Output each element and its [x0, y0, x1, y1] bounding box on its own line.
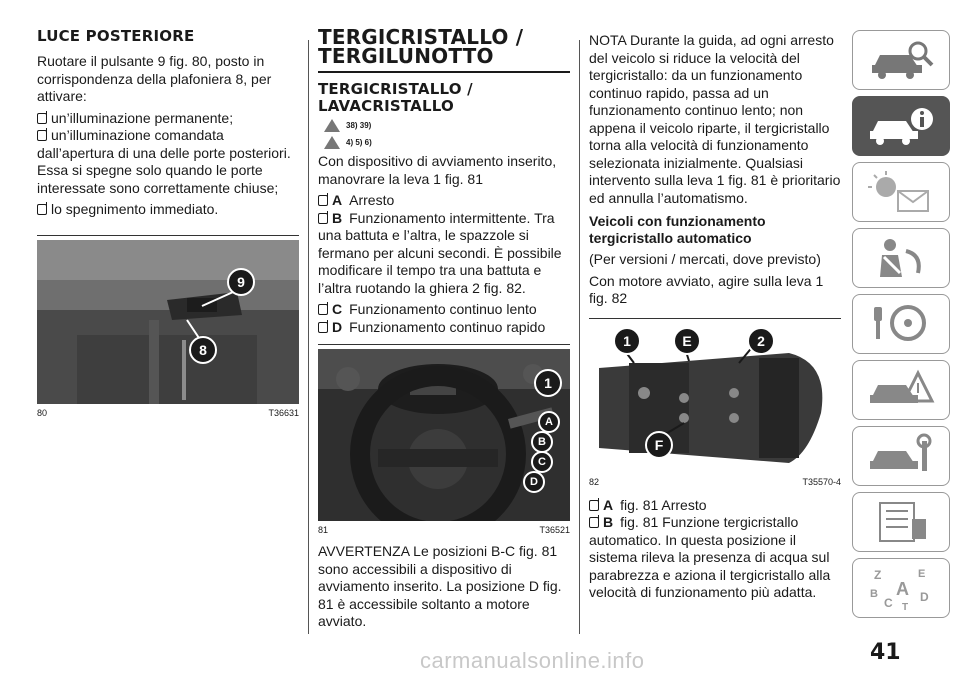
callout-a: A	[538, 411, 560, 433]
index-icon	[866, 565, 936, 611]
callout-c: C	[531, 451, 553, 473]
tab-index[interactable]	[852, 558, 950, 618]
figure-number: 81	[318, 525, 329, 535]
paragraph-intro: Ruotare il pulsante 9 fig. 80, posto in corrispondenza della plafoniera 8, per attivare:	[37, 53, 272, 104]
column-auto-wipers	[589, 28, 841, 606]
arrow-bullet-icon	[318, 213, 328, 224]
callout-e: E	[673, 327, 701, 355]
warning-ref-2: 4) 5) 6)	[324, 136, 570, 149]
index-letter-b: B	[870, 588, 878, 600]
item-c: C Funzionamento continuo lento	[318, 301, 570, 319]
column-wipers	[318, 25, 570, 635]
watermark: carmanualsonline.info	[420, 648, 645, 673]
figure-code: T35570-4	[802, 476, 841, 487]
warning-triangle-icon	[324, 119, 340, 132]
rear-light-photo	[37, 240, 299, 404]
arrow-bullet-icon	[318, 304, 328, 315]
figure-number: 80	[37, 407, 48, 418]
page-number: 41	[870, 640, 901, 665]
item-d: D Funzionamento continuo rapido	[318, 319, 570, 337]
paragraph-continuation: automatico. In questa posizione il sistema rileva la presenza di acqua sul parabrezza e aziona il tergicristallo alla velocità di funzionamento più adatta.	[589, 531, 831, 600]
index-letter-e: E	[918, 568, 926, 580]
emergency-icon	[866, 367, 936, 413]
paragraph-warning: AVVERTENZA Le posizioni B-C fig. 81 sono accessibili a dispositivo di avviamento inserito. La posizione D fig. 81 è accessibile soltanto a motore avviato.	[318, 543, 562, 629]
index-letter-c: C	[884, 596, 893, 610]
item-b: B fig. 81 Funzione tergicristallo	[589, 514, 841, 532]
arrow-bullet-icon	[318, 195, 328, 206]
figure-82	[589, 318, 841, 487]
item-a: A fig. 81 Arresto	[589, 497, 841, 515]
warning-lights-icon	[866, 169, 936, 215]
arrow-bullet-icon	[37, 204, 47, 215]
arrow-bullet-icon	[37, 130, 47, 141]
callout-d: D	[523, 471, 545, 493]
bullet-permanent: un’illuminazione permanente;	[37, 110, 299, 128]
column-divider	[579, 40, 580, 634]
specs-icon	[866, 499, 936, 545]
arrow-bullet-icon	[37, 113, 47, 124]
tab-specifications[interactable]	[852, 492, 950, 552]
paragraph-intro: Con dispositivo di avviamento inserito, manovrare la leva 1 fig. 81	[318, 153, 557, 187]
figure-code: T36631	[268, 407, 299, 418]
chapter-sidebar	[852, 30, 952, 624]
figure-number: 82	[589, 476, 600, 487]
paragraph-continuation: una battuta e l’altra, le spazzole si fermano per alcuni secondi. È possibile modificare il tempo tra una battuta e l’altra ruotando la ghiera 2 fig. 82.	[318, 227, 562, 296]
car-search-icon	[866, 37, 936, 83]
tab-warning-lights[interactable]	[852, 162, 950, 222]
paragraph-note: NOTA Durante la guida, ad ogni arresto del veicolo si riduce la velocità del tergicristallo: da un funzionamento continuo rapido, passa ad un funzionamento continuo lento; non appena il veicolo riparte, il tergicristallo torna alla velocità di funzionamento selezionata inizialmente. Qualsiasi intervento sulla leva 1 fig. 81 è prioritario ed annulla l’automatismo.	[589, 32, 841, 206]
warning-ref-1: 38) 39)	[324, 119, 570, 132]
figure-81	[318, 344, 570, 535]
section-heading-rear-light: LUCE POSTERIORE	[37, 27, 195, 45]
index-letter-t: T	[902, 602, 909, 611]
caution-triangle-icon	[324, 136, 340, 149]
paragraph-lever: Con motore avviato, agire sulla leva 1 fig. 82	[589, 272, 824, 306]
section-heading-wipers: TERGICRISTALLO / TERGILUNOTTO	[318, 28, 570, 73]
maintenance-icon	[866, 433, 936, 479]
tab-car-search[interactable]	[852, 30, 950, 90]
figure-80	[37, 235, 299, 418]
callout-2: 2	[747, 327, 775, 355]
item-b: B Funzionamento intermittente. Tra	[318, 210, 570, 228]
rear-light-illustration	[37, 240, 299, 404]
index-letter-z: Z	[874, 568, 882, 582]
figure-code: T36521	[539, 525, 570, 535]
item-a: A Arresto	[318, 192, 570, 210]
wiper-lever-photo	[589, 323, 841, 473]
tab-safety[interactable]	[852, 228, 950, 288]
car-info-icon	[866, 103, 936, 149]
callout-f: F	[645, 431, 673, 459]
callout-b: B	[531, 431, 553, 453]
subsection-heading-auto-wipers: Veicoli con funzionamento tergicristallo automatico	[589, 213, 766, 246]
tab-car-info[interactable]	[852, 96, 950, 156]
column-rear-light	[37, 28, 299, 418]
tab-starting-driving[interactable]	[852, 294, 950, 354]
steering-key-icon	[866, 301, 936, 347]
arrow-bullet-icon	[589, 500, 599, 511]
column-divider	[308, 40, 309, 634]
safety-airbag-icon	[866, 235, 936, 281]
paragraph-versions: (Per versioni / mercati, dove previsto)	[589, 251, 821, 267]
paragraph-continuation: dall’apertura di una delle porte posteriori. Essa si spegne solo quando le porte interessate sono correttamente chiuse;	[37, 144, 291, 196]
callout-9: 9	[227, 268, 255, 296]
index-letter-d: D	[920, 590, 929, 604]
dashboard-photo	[318, 349, 570, 521]
arrow-bullet-icon	[589, 517, 599, 528]
arrow-bullet-icon	[318, 322, 328, 333]
tab-maintenance[interactable]	[852, 426, 950, 486]
bullet-immediate-off: lo spegnimento immediato.	[37, 201, 299, 219]
bullet-controlled: un’illuminazione comandata	[37, 127, 299, 145]
tab-emergency[interactable]	[852, 360, 950, 420]
callout-1: 1	[534, 369, 562, 397]
index-letter-a: A	[896, 579, 909, 599]
callout-8: 8	[189, 336, 217, 364]
callout-1: 1	[613, 327, 641, 355]
subsection-heading-wiper-washer: TERGICRISTALLO / LAVACRISTALLO	[318, 80, 473, 115]
